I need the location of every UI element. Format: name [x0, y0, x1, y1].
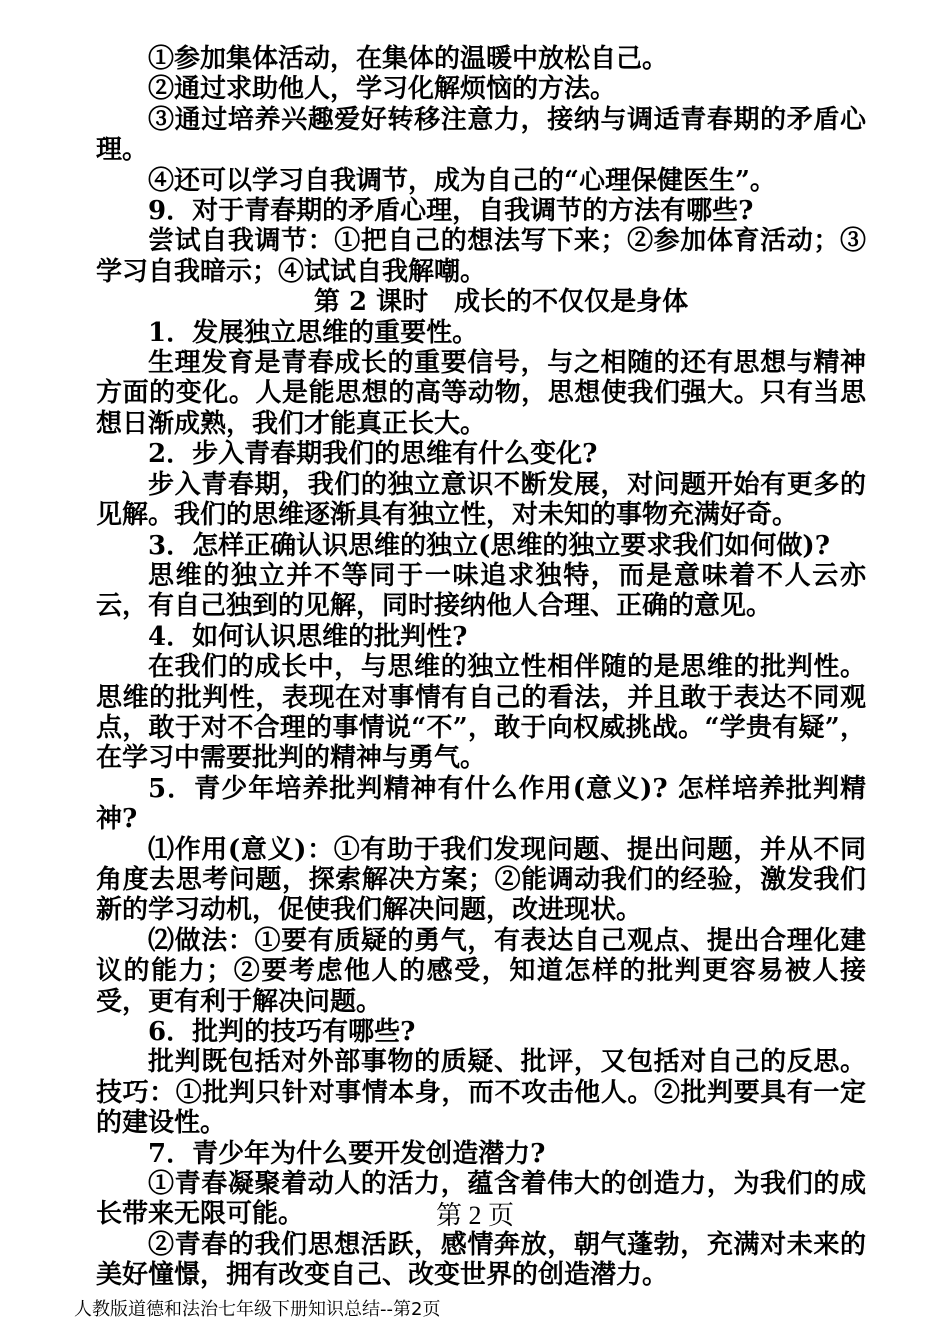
paragraph: ②通过求助他人，学习化解烦恼的方法。: [148, 74, 617, 105]
page-number: 第 2 页: [435, 1201, 514, 1230]
question: 4．如何认识思维的批判性?: [148, 621, 468, 652]
question: 7．青少年为什么要开发创造潜力?: [148, 1138, 546, 1169]
section-heading: 第 2 课时 成长的不仅仅是身体: [313, 287, 689, 318]
document-footer: 人教版道德和法治七年级下册知识总结--第2页: [74, 1299, 441, 1320]
question: 5．青少年培养批判精神有什么作用(意义)? 怎样培养批判精神?: [96, 773, 866, 835]
question: 6．批判的技巧有哪些?: [148, 1017, 416, 1047]
paragraph: ④还可以学习自我调节，成为自己的“心理保健医生”。: [148, 165, 776, 196]
paragraph: ③通过培养兴趣爱好转移注意力，接纳与调适青春期的矛盾心理。: [96, 104, 866, 166]
paragraph: 思维的独立并不等同于一味追求独特，而是意味着不人云亦云，有自己独到的见解，同时接纳他人合理、正确的意见。: [96, 560, 866, 622]
question: 2．步入青春期我们的思维有什么变化?: [148, 439, 598, 470]
paragraph: 尝试自我调节：①把自己的想法写下来；②参加体育活动；③学习自我暗示；④试试自我解嘲。: [96, 226, 866, 287]
question: 3．怎样正确认识思维的独立(思维的独立要求我们如何做)?: [148, 530, 830, 561]
paragraph: ①参加集体活动，在集体的温暖中放松自己。: [148, 44, 669, 74]
paragraph: ②青春的我们思想活跃，感情奔放，朝气蓬勃，充满对未来的美好憧憬，拥有改变自己、改变世界的创造潜力。: [96, 1229, 866, 1291]
question: 1．发展独立思维的重要性。: [148, 317, 479, 348]
paragraph: ⑵做法：①要有质疑的勇气，有表达自己观点、提出合理化建议的能力；②要考虑他人的感受，知道怎样的批判更容易被人接受，更有利于解决问题。: [96, 925, 866, 1017]
paragraph: 生理发育是青春成长的重要信号，与之相随的还有思想与精神方面的变化。人是能思想的高等动物，思想使我们强大。只有当思想日渐成熟，我们才能真正长大。: [96, 348, 866, 439]
question: 9．对于青春期的矛盾心理，自我调节的方法有哪些?: [148, 196, 754, 227]
paragraph: 步入青春期，我们的独立意识不断发展，对问题开始有更多的见解。我们的思维逐渐具有独立性，对未知的事物充满好奇。: [96, 469, 866, 531]
paragraph: 在我们的成长中，与思维的独立性相伴随的是思维的批判性。思维的批判性，表现在对事情有自己的看法，并且敢于表达不同观点，敢于对不合理的事情说“不”，敢于向权威挑战。“学贵有疑”，在学习中需要批判的精神与勇气。: [96, 652, 866, 774]
paragraph: ⑴作用(意义)：①有助于我们发现问题、提出问题，并从不同角度去思考问题，探索解决方案；②能调动我们的经验，激发我们新的学习动机，促使我们解决问题，改进现状。: [96, 834, 866, 926]
paragraph: 批判既包括对外部事物的质疑、批评，又包括对自己的反思。技巧：①批判只针对事情本身，而不攻击他人。②批判要具有一定的建设性。: [96, 1047, 866, 1139]
paragraph: ①青春凝聚着动人的活力，蕴含着伟大的创造力，为我们的成长带来无限可能。: [96, 1169, 866, 1230]
document-body: [96, 44, 866, 1291]
